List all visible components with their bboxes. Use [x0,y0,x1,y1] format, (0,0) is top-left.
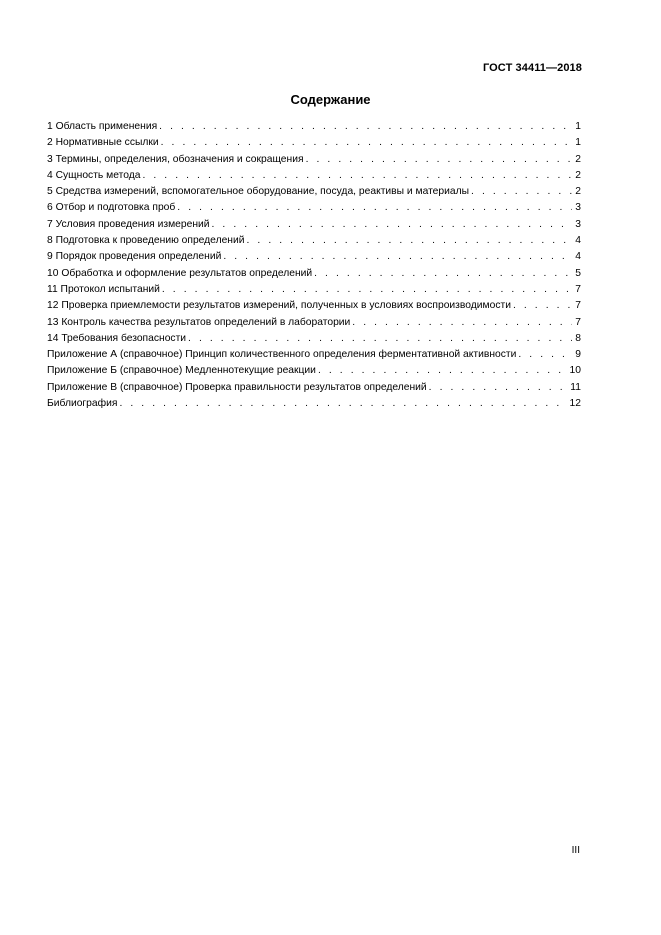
toc-dot-leader [188,331,572,347]
toc-entry[interactable] [47,168,581,184]
document-code: ГОСТ 34411—2018 [482,62,582,74]
toc-entry-label: Приложение А (справочное) Принцип количественного определения ферментативной активности [47,349,517,361]
toc-entry[interactable] [47,266,581,282]
toc-entry-label: 11 Протокол испытаний [47,283,160,295]
toc-dot-leader [471,184,572,200]
toc-entry[interactable] [47,380,581,396]
toc-entry-label: Библиография [47,398,118,410]
toc-entry[interactable] [47,347,581,363]
toc-entry[interactable] [47,315,581,331]
toc-entry[interactable] [47,363,581,379]
toc-entry-label: 7 Условия проведения измерений [47,218,210,230]
table-of-contents [47,119,581,412]
toc-entry-page: 5 [575,267,581,279]
toc-dot-leader [247,233,573,249]
toc-entry-page: 2 [575,186,581,198]
toc-entry[interactable] [47,249,581,265]
toc-entry-label: Приложение В (справочное) Проверка правильности результатов определений [47,381,427,393]
toc-entry-label: 14 Требования безопасности [47,332,187,344]
toc-entry-label: 4 Сущность метода [47,169,141,181]
toc-entry[interactable] [47,396,581,412]
toc-dot-leader [212,217,573,233]
toc-entry-page: 4 [575,235,581,247]
toc-dot-leader [159,119,572,135]
toc-entry-page: 2 [575,169,581,181]
toc-dot-leader [162,282,572,298]
toc-dot-leader [223,249,572,265]
toc-dot-leader [142,168,572,184]
toc-dot-leader [177,200,572,216]
toc-dot-leader [306,152,573,168]
toc-entry[interactable] [47,217,581,233]
toc-entry-label: 12 Проверка приемлемости результатов измерений, полученных в условиях воспроизводимости [47,300,511,312]
toc-dot-leader [161,135,573,151]
toc-dot-leader [318,363,567,379]
toc-entry[interactable] [47,119,581,135]
toc-entry-page: 1 [575,121,581,132]
toc-entry[interactable] [47,184,581,200]
toc-entry[interactable] [47,135,581,151]
toc-entry-page: 3 [575,202,581,214]
toc-entry-label: 9 Порядок проведения определений [47,251,222,263]
toc-title: Содержание [290,92,371,107]
toc-dot-leader [352,315,572,331]
toc-dot-leader [429,380,568,396]
toc-entry-label: 1 Область применения [47,121,158,132]
toc-dot-leader [119,396,566,412]
toc-entry-label: 2 Нормативные ссылки [47,137,159,149]
toc-entry[interactable] [47,200,581,216]
toc-entry-label: 5 Средства измерений, вспомогательное оборудование, посуда, реактивы и материалы [47,186,470,198]
toc-dot-leader [518,347,572,363]
toc-dot-leader [513,298,572,314]
toc-entry[interactable] [47,152,581,168]
toc-entry[interactable] [47,331,581,347]
toc-entry-label: 3 Термины, определения, обозначения и сокращения [47,153,304,165]
toc-entry-page: 4 [575,251,581,263]
toc-entry[interactable] [47,282,581,298]
toc-entry-page: 8 [575,332,581,344]
toc-entry-label: 6 Отбор и подготовка проб [47,202,176,214]
toc-entry-page: 2 [575,153,581,165]
toc-entry-page: 11 [570,381,581,393]
toc-entry-label: 8 Подготовка к проведению определений [47,235,245,247]
toc-entry[interactable] [47,298,581,314]
toc-entry-page: 12 [569,398,581,410]
toc-entry-page: 10 [569,365,581,377]
toc-entry-page: 3 [575,218,581,230]
toc-entry-page: 7 [575,316,581,328]
page-number: III [571,845,580,856]
toc-dot-leader [314,266,572,282]
toc-entry-label: Приложение Б (справочное) Медленнотекущие реакции [47,365,316,377]
toc-entry-page: 7 [575,300,581,312]
toc-entry-label: 13 Контроль качества результатов определений в лаборатории [47,316,351,328]
toc-entry-page: 7 [575,283,581,295]
toc-entry-page: 1 [575,137,581,149]
toc-entry[interactable] [47,233,581,249]
toc-entry-page: 9 [575,349,581,361]
toc-entry-label: 10 Обработка и оформление результатов определений [47,267,313,279]
